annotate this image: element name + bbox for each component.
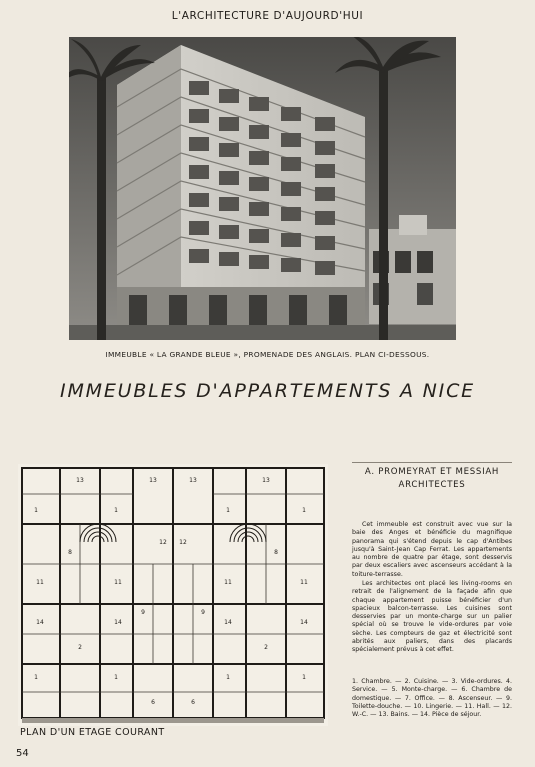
room-number: 1 (114, 507, 118, 514)
authors-names: A. PROMEYRAT ET MESSIAH (364, 467, 500, 477)
paragraph-1: Cet immeuble est construit avec vue sur la baie des Anges et bénéficie du magnifique panorama qui s'étend depuis le cap d'Antibes jusqu'à Saint-Jean Cap Ferrat. Les appartements au nombre de quatre par étage, sont desservis par deux escaliers avec ascenseurs accédant à la toiture-terrasse. (352, 521, 512, 578)
room-number: 1 (114, 674, 118, 681)
room-number: 1 (34, 674, 38, 681)
room-number: 11 (114, 579, 122, 586)
running-title: L'ARCHITECTURE D'AUJOURD'HUI (171, 10, 364, 22)
room-number: 9 (201, 609, 205, 616)
room-number: 14 (114, 619, 122, 626)
room-number: 6 (151, 699, 155, 706)
room-number: 11 (300, 579, 308, 586)
room-number: 13 (189, 477, 197, 484)
room-number: 1 (226, 674, 230, 681)
room-number: 14 (36, 619, 44, 626)
floor-plan (18, 464, 328, 726)
room-number: 14 (300, 619, 308, 626)
room-number: 6 (191, 699, 195, 706)
authors-block (352, 466, 512, 492)
room-number: 8 (68, 549, 72, 556)
authors-role: ARCHITECTES (398, 480, 466, 490)
photo-caption: IMMEUBLE « LA GRANDE BLEUE », PROMENADE DES ANGLAIS. PLAN CI-DESSOUS. (105, 350, 430, 359)
room-number: 2 (264, 644, 268, 651)
plan-label: PLAN D'UN ETAGE COURANT (20, 727, 165, 738)
room-number: 9 (141, 609, 145, 616)
divider (352, 462, 512, 463)
article-title: IMMEUBLES D'APPARTEMENTS A NICE (60, 380, 475, 402)
page-number: 54 (16, 748, 29, 759)
room-number: 1 (302, 507, 306, 514)
room-number: 1 (226, 507, 230, 514)
room-number: 11 (224, 579, 232, 586)
paragraph-2: Les architectes ont placé les living-rooms en retrait de l'alignement de la façade afin que chaque appartement puisse bénéficier d'un spacieux balcon-terrasse. Les cuisines sont desservies par un monte-charge sur un palier spécial où se trouve le vide-ordures par voie sèche. Les compteurs de gaz et électricité sont abrités aux paliers, dans des placards spécialement prévus à cet effet. (352, 580, 512, 654)
room-number: 11 (36, 579, 44, 586)
room-number: 13 (149, 477, 157, 484)
room-number: 13 (76, 477, 84, 484)
plan-legend: 1. Chambre. — 2. Cuisine. — 3. Vide-ordures. 4. Service. — 5. Monte-charge. — 6. Chambre de domestique. — 7. Office. — 8. Ascenseur. — 9. Toilette-douche. — 10. Lingerie. — 11. Hall. — 12. W.-C. — 13. Bains. — 14. Pièce de séjour. (352, 678, 512, 719)
room-number: 1 (302, 674, 306, 681)
staircase-right (230, 524, 266, 542)
building-photo (69, 37, 456, 340)
room-number: 12 (159, 539, 167, 546)
room-number: 8 (274, 549, 278, 556)
room-number: 2 (78, 644, 82, 651)
staircase-left (80, 524, 116, 542)
room-number: 13 (262, 477, 270, 484)
room-number: 14 (224, 619, 232, 626)
room-number: 12 (179, 539, 187, 546)
room-number: 1 (34, 507, 38, 514)
